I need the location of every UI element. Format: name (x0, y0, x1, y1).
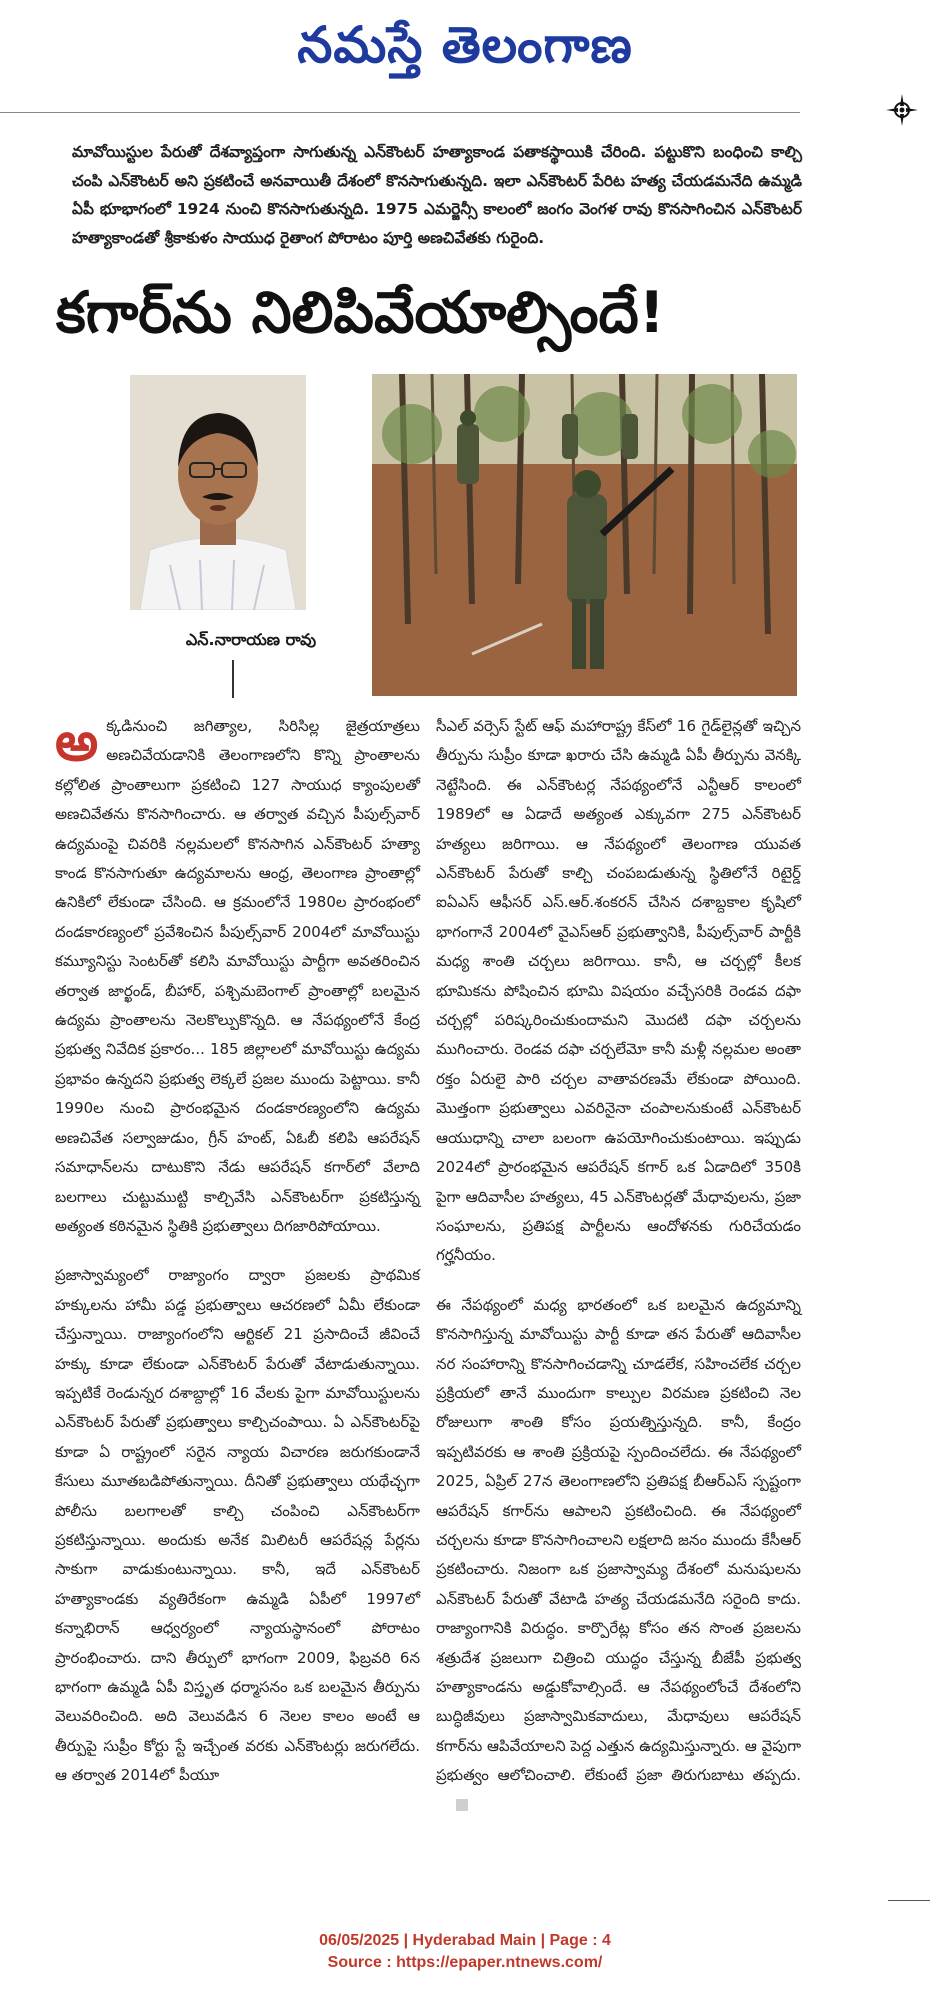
dropcap: అ (55, 709, 99, 773)
headline: కగార్‌ను నిలిపివేయాల్సిందే! (56, 280, 665, 346)
masthead-title: నమస్తే తెలంగాణ (297, 15, 633, 74)
article-paragraph: ప్రజాస్వామ్యంలో రాజ్యాంగం ద్వారా ప్రజలకు ప్రాథమిక హక్కులను హామీ పడ్డ ప్రభుత్వాలు ఆచరణలో ఏమీ లేకుండా చేస్తున్నాయి. రాజ్యాంగంలోని ఆర్టికల్ 21 ప్రసాదించే జీవించే హక్కు కూడా లేకుండా ఎన్‌కౌంటర్ పేరుతో వేటాడుతున్నాయి. ఇప్పటికే రెండున్నర దశాబ్దాల్లో 16 వేలకు పైగా మావోయిస్టులను ఎన్‌కౌంటర్ పేరుతో ప్రభుత్వాలు కాల్చిచంపాయి. ఏ ఎన్‌కౌంటర్‌పై కూడా ఏ రాష్ట్రంలో సరైన న్యాయ విచారణ జరుగకుండానే కేసులు మూతబడిపోతున్నాయి. దీనితో ప్రభుత్వాలు యథేచ్ఛగా పోలీసు బలగాలతో కాల్చి చంపించి ఎన్‌కౌంటర్‌గా ప్రకటిస్తున్నాయి. అందుకు అనేక మిలిటరీ ఆపరేషన్ల పేర్లను సాకుగా వాడుకుంటున్నాయి. కానీ, ఇదే ఎన్‌కౌంటర్ హత్యాకాండకు వ్యతిరేకంగా ఉమ్మడి ఏపీలో 1997లో కన్నాభిరాన్ ఆధ్వర్యంలో న్యాయస్థానంలో పోరాటం ప్రారంభించారు. దాని తీర్పులో భాగంగా 2009, ఫిబ్రవరి 6న భాగంగా ఉమ్మడి ఏపీ విస్తృత ధర్మాసనం ఒక బలమైన తీర్పును వెలువరించింది. అది వెలువడిన 6 నెలల కాలం అంటే ఆ తీర్పుపై సుప్రీం కోర్టు స్టే ఇచ్చేంత వరకు ఎన్‌కౌంటర్లు జరుగలేదు. ఆ తర్వాత 2014లో పీయూ (55, 1266, 420, 1785)
forest-photo (372, 374, 797, 696)
bottom-rule (888, 1900, 930, 1901)
intro-paragraph: మావోయిస్టుల పేరుతో దేశవ్యాప్తంగా సాగుతున్న ఎన్‌కౌంటర్ హత్యాకాండ పతాకస్థాయికి చేరింది. పట్టుకొని బంధించి కాల్చి చంపి ఎన్‌కౌంటర్ అని ప్రకటించే అనవాయితీ దేశంలో కొనసాగుతున్నది. ఇలా ఎన్‌కౌంటర్ పేరిట హత్య చేయడమనేది ఉమ్మడి ఏపీ భూభాగంలో 1924 నుంచి కొనసాగుతున్నది. 1975 ఎమర్జెన్సీ కాలంలో జంగం వెంగళ రావు కొనసాగించిన ఎన్‌కౌంటర్ హత్యాకాండతో శ్రీకాకుళం సాయుధ రైతాంగ పోరాటం పూర్తి అణచివేతకు గురైంది. (72, 143, 802, 247)
author-caption: ఎన్.నారాయణ రావు (185, 630, 317, 649)
author-photo (130, 375, 306, 610)
article-paragraph (436, 1291, 801, 1820)
caption-tick (232, 660, 234, 698)
footer-source[interactable]: Source : https://epaper.ntnews.com/ (327, 1954, 603, 1971)
footer-date-edition: 06/05/2025 | Hyderabad Main | Page : 4 (319, 1932, 611, 1949)
article-paragraph (55, 709, 420, 1241)
article-paragraph: సీఎల్ వర్సెస్ స్టేట్ ఆఫ్ మహారాష్ట్ర కేస్‌లో 16 గైడ్‌లైన్లతో ఇచ్చిన తీర్పును సుప్రీం కూడా ఖరారు చేసి ఉమ్మడి ఏపీ తీర్పును వెనక్కి నెట్టేసింది. ఈ ఎన్‌కౌంటర్ల నేపథ్యంలోనే ఎన్టీఆర్ కాలంలో 1989లో ఆ ఏడాదే అత్యంత ఎక్కువగా 275 ఎన్‌కౌంటర్ హత్యలు జరిగాయి. ఆ నేపథ్యంలో తెలంగాణ యువత ఎన్‌కౌంటర్ పేరుతో కాల్చి చంపబడుతున్న స్థితిలోనే రిటైర్డ్ ఐఏఎస్ ఆఫీసర్ ఎస్.ఆర్.శంకరన్ చేసిన దశాబ్దకాల కృషిలో భాగంగానే 2004లో వైఎస్ఆర్ ప్రభుత్వానికి, పీపుల్స్‌వార్ పార్టీకి మధ్య శాంతి చర్చలు జరిగాయి. కానీ, ఆ చర్చల్లో కీలక భూమికను పోషించిన భూమి విషయం వచ్చేసరికి రెండవ దఫా చర్చల్లో పరిష్కరించుకుందామని మొదటి దఫా చర్చలను ముగించారు. రెండవ దఫా చర్చలేమో కానీ మళ్లీ నల్లమల అంతా రక్తం ఏరులై పారి చర్చల వాతావరణమే లేకుండా పోయింది. మొత్తంగా ప్రభుత్వాలు ఎవరినైనా చంపాలనుకుంటే ఎన్‌కౌంటర్ ఆయుధాన్ని చాలా బలంగా ఉపయోగించుకుంటాయి. ఇప్పుడు 2024లో ప్రారంభమైన ఆపరేషన్ కగార్ ఒక ఏడాదిలో 350కి పైగా ఆదివాసీల హత్యలు, 45 ఎన్‌కౌంటర్లతో మేధావులను, ప్రజా సంఘాలను, ప్రతిపక్ష పార్టీలను ఆందోళనకు గురిచేయడం గర్హనీయం. (436, 717, 801, 1265)
paragraph-text: ఈ నేపథ్యంలో మధ్య భారతంలో ఒక బలమైన ఉద్యమాన్ని కొనసాగిస్తున్న మావోయిస్టు పార్టీ కూడా తన పేరుతో ఆదివాసీల నర సంహారాన్ని కొనసాగించడాన్ని చూడలేక, సహించలేక చర్చల ప్రక్రియలో తానే ముందుగా కాల్పుల విరమణ ప్రకటించి నెల రోజులుగా శాంతి కోసం ప్రయత్నిస్తున్నది. కానీ, కేంద్రం ఇప్పటివరకు ఆ శాంతి ప్రక్రియపై స్పందించలేదు. ఈ నేపథ్యంలో 2025, ఏప్రిల్ 27న తెలంగాణలోని ప్రతిపక్ష బీఆర్ఎస్ స్పష్టంగా ఆపరేషన్ కగార్‌ను ఆపాలని ప్రకటించింది. ఈ నేపథ్యంలో చర్చలను కూడా కొనసాగించాలని లక్షలాది జనం ముందు కేసీఆర్ ప్రకటించారు. నిజంగా ఒక ప్రజాస్వామ్య దేశంలో మనుషులను ఎన్‌కౌంటర్ పేరుతో వేటాడి హత్య చేయడమనేది సరైంది కాదు. రాజ్యాంగానికి విరుద్ధం. కార్పొరేట్ల కోసం తన సొంత ప్రజలను శత్రుదేశ ప్రజలుగా చిత్రించి యుద్ధం చేస్తున్న బీజేపీ ప్రభుత్వ హత్యాకాండను అడ్డుకోవాల్సిందే. ఆ నేపథ్యంలోంచే దేశంలోని బుద్ధిజీవులు ప్రజాస్వామికవాదులు, మేధావులు ఆపరేషన్ కగార్‌ను ఆపివేయాలని పెద్ద ఎత్తున ఉద్యమిస్తున్నారు. ఆ వైపుగా ప్రభుత్వం ఆలోచించాలి. లేకుంటే ప్రజా తిరుగుబాటు తప్పదు. (436, 1295, 802, 1785)
end-mark (456, 1799, 468, 1811)
article-column-1 (55, 709, 420, 1811)
compass-rose-icon (884, 92, 920, 128)
article-column-2 (436, 712, 801, 1840)
masthead-rule (0, 112, 800, 113)
paragraph-text: క్కడినుంచి జగిత్యాల, సిరిసిల్ల జైత్రయాత్రలు అణచివేయడానికి తెలంగాణలోని కొన్ని ప్రాంతాలను కల్లోలిత ప్రాంతాలుగా ప్రకటించి 127 సాయుధ క్యాంపులతో అణచివేతను కొనసాగించారు. ఆ తర్వాత వచ్చిన పీపుల్స్‌వార్ ఉద్యమంపై చివరికి నల్లమలలో కొనసాగిన ఎన్‌కౌంటర్ హత్యా కాండ కొనసాగుతూ ఉద్యమాలను ఆంధ్ర, తెలంగాణ ప్రాంతాల్లో ఉనికిలో లేకుండా చేసింది. ఆ క్రమంలోనే 1980ల ప్రారంభంలో దండకారణ్యంలో ప్రవేశించిన పీపుల్స్‌వార్ 2004లో మావోయిస్టు కమ్యూనిస్టు సెంటర్‌తో కలిసి మావోయిస్టు పార్టీగా అవతరించిన తర్వాత జార్ఖండ్, బీహార్, పశ్చిమబెంగాల్ ప్రాంతాల్లో బలమైన ఉద్యమ ప్రాంతాలను నెలకొల్పుకొన్నది. ఆ నేపథ్యంలోనే కేంద్ర ప్రభుత్వ నివేదిక ప్రకారం... 185 జిల్లాలలో మావోయిస్టు ఉద్యమ ప్రభావం ఉన్నదని ప్రభుత్వ లెక్కలే ప్రజల ముందు పెట్టాయి. కానీ 1990ల నుంచి ప్రారంభమైన దండకారణ్యంలోని ఉద్యమ అణచివేత సల్వాజుడుం, గ్రీన్ హంట్, ఏఓబీ కలిపి ఆపరేషన్ సమాధాన్‌లను దాటుకొని నేడు ఆపరేషన్ కగార్‌లో వేలాది బలగాలు చుట్టుముట్టి కాల్చివేసి ఎన్‌కౌంటర్‌గా ప్రకటిస్తున్న అత్యంత కఠినమైన స్థితికి ప్రభుత్వాలు దిగజారిపోయాయి. (55, 717, 420, 1235)
footer (0, 1930, 930, 1974)
